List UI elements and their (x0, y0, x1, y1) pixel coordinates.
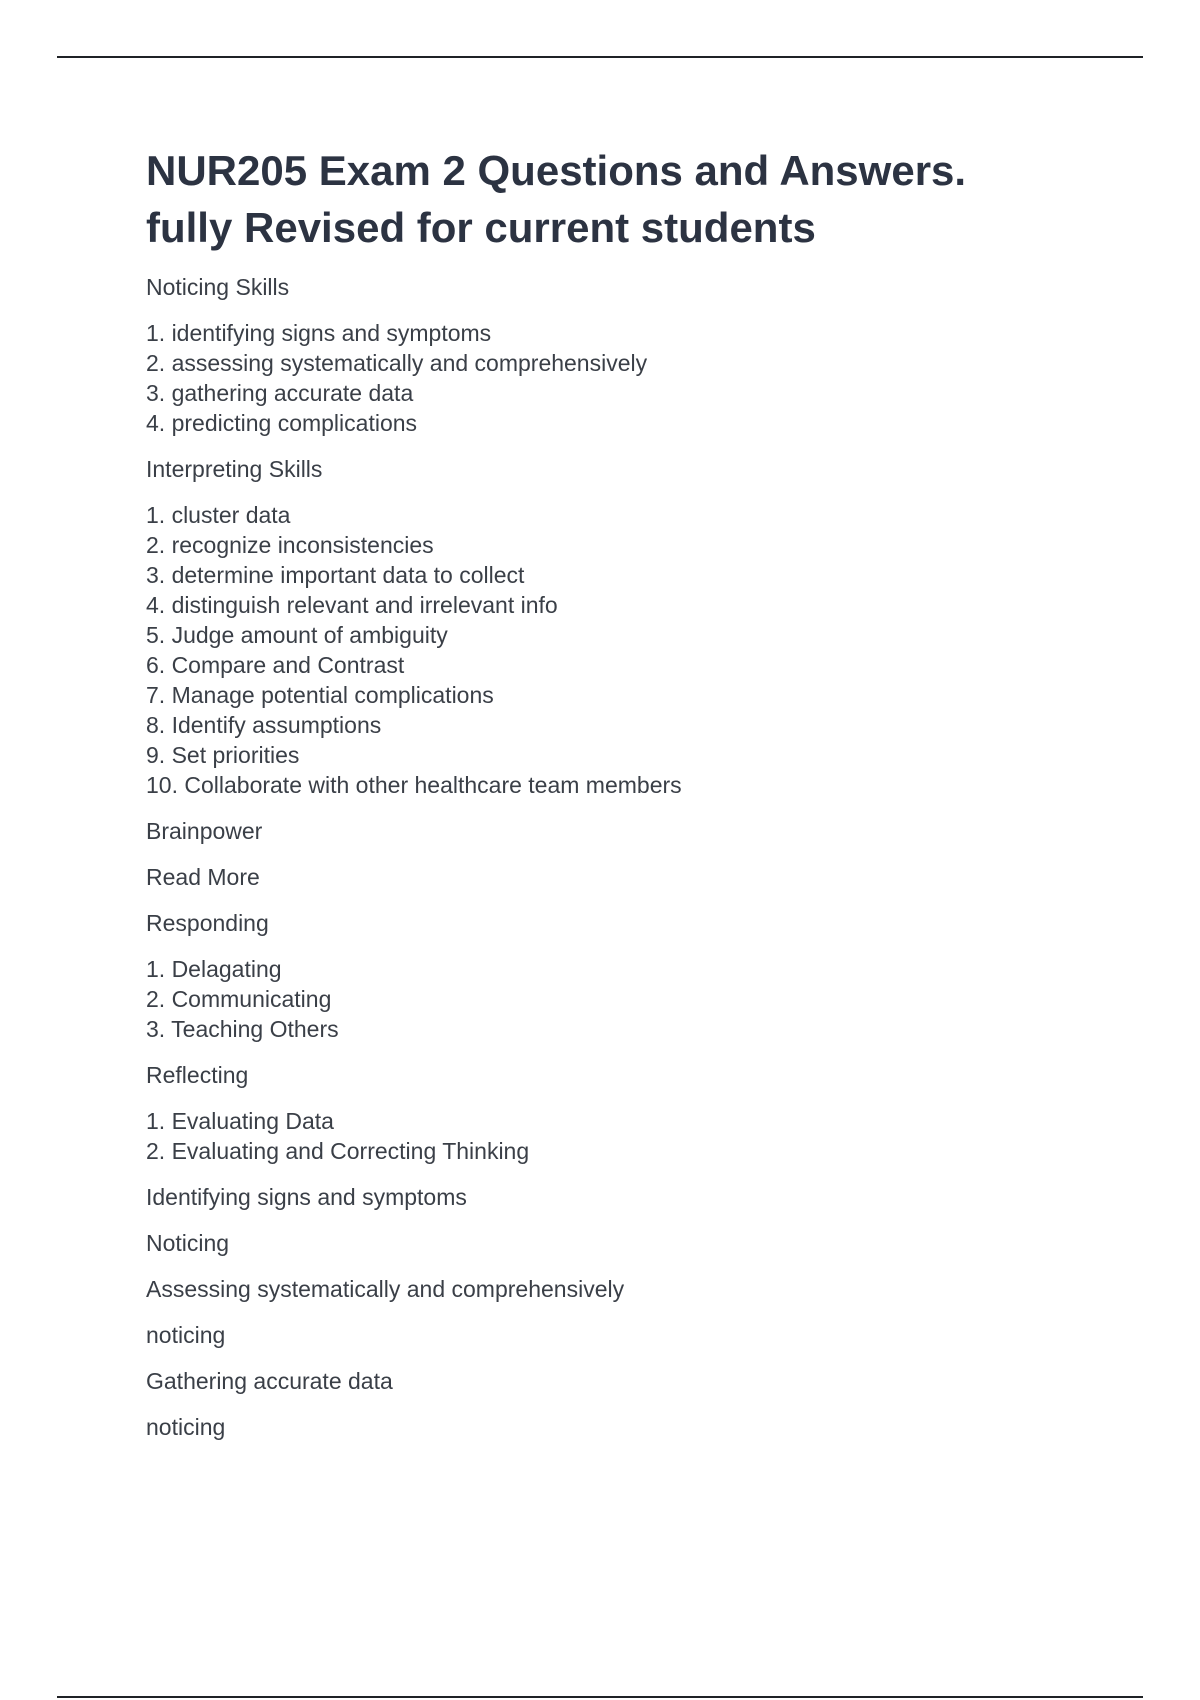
qa-entry (146, 1274, 1106, 1350)
answer-line: noticing (146, 1414, 226, 1440)
answer-line: 6. Compare and Contrast (146, 652, 405, 678)
qa-entry (146, 908, 1106, 1044)
answer-text (146, 500, 1106, 800)
qa-entry (146, 816, 1106, 892)
qa-entry (146, 272, 1106, 438)
answer-line: 4. distinguish relevant and irrelevant info (146, 592, 558, 618)
qa-list (146, 272, 1106, 1442)
question-term: Assessing systematically and comprehensively (146, 1276, 625, 1302)
qa-entry (146, 454, 1106, 800)
qa-entry (146, 1182, 1106, 1258)
answer-text (146, 1320, 1106, 1350)
answer-line: 2. recognize inconsistencies (146, 532, 434, 558)
answer-line: 3. gathering accurate data (146, 380, 414, 406)
answer-line: 3. determine important data to collect (146, 562, 525, 588)
answer-line: 3. Teaching Others (146, 1016, 339, 1042)
answer-text (146, 1228, 1106, 1258)
answer-line: 1. cluster data (146, 502, 291, 528)
bottom-rule (57, 1696, 1143, 1698)
question-term: Reflecting (146, 1062, 249, 1088)
answer-line: 1. Evaluating Data (146, 1108, 334, 1134)
document-body (146, 142, 1106, 1458)
answer-line: Noticing (146, 1230, 230, 1256)
question-term: Gathering accurate data (146, 1368, 393, 1394)
top-rule (57, 56, 1143, 58)
answer-line: 5. Judge amount of ambiguity (146, 622, 448, 648)
question-term: Responding (146, 910, 269, 936)
answer-line: 10. Collaborate with other healthcare team members (146, 772, 682, 798)
title-line: NUR205 Exam 2 Questions and Answers. (146, 147, 967, 194)
answer-line: noticing (146, 1322, 226, 1348)
answer-line: 7. Manage potential complications (146, 682, 494, 708)
answer-line: 2. assessing systematically and comprehensively (146, 350, 648, 376)
qa-entry (146, 1366, 1106, 1442)
answer-text (146, 318, 1106, 438)
answer-line: 2. Communicating (146, 986, 332, 1012)
answer-line: Read More (146, 864, 260, 890)
answer-text (146, 862, 1106, 892)
qa-entry (146, 1060, 1106, 1166)
question-term: Noticing Skills (146, 274, 290, 300)
document-title (146, 142, 1106, 256)
question-term: Interpreting Skills (146, 456, 323, 482)
answer-line: 1. identifying signs and symptoms (146, 320, 492, 346)
answer-text (146, 1106, 1106, 1166)
answer-line: 2. Evaluating and Correcting Thinking (146, 1138, 530, 1164)
answer-line: 4. predicting complications (146, 410, 418, 436)
answer-text (146, 954, 1106, 1044)
question-term: Identifying signs and symptoms (146, 1184, 467, 1210)
answer-text (146, 1412, 1106, 1442)
question-term: Brainpower (146, 818, 263, 844)
answer-line: 8. Identify assumptions (146, 712, 382, 738)
title-line: fully Revised for current students (146, 204, 816, 251)
answer-line: 9. Set priorities (146, 742, 300, 768)
answer-line: 1. Delagating (146, 956, 282, 982)
